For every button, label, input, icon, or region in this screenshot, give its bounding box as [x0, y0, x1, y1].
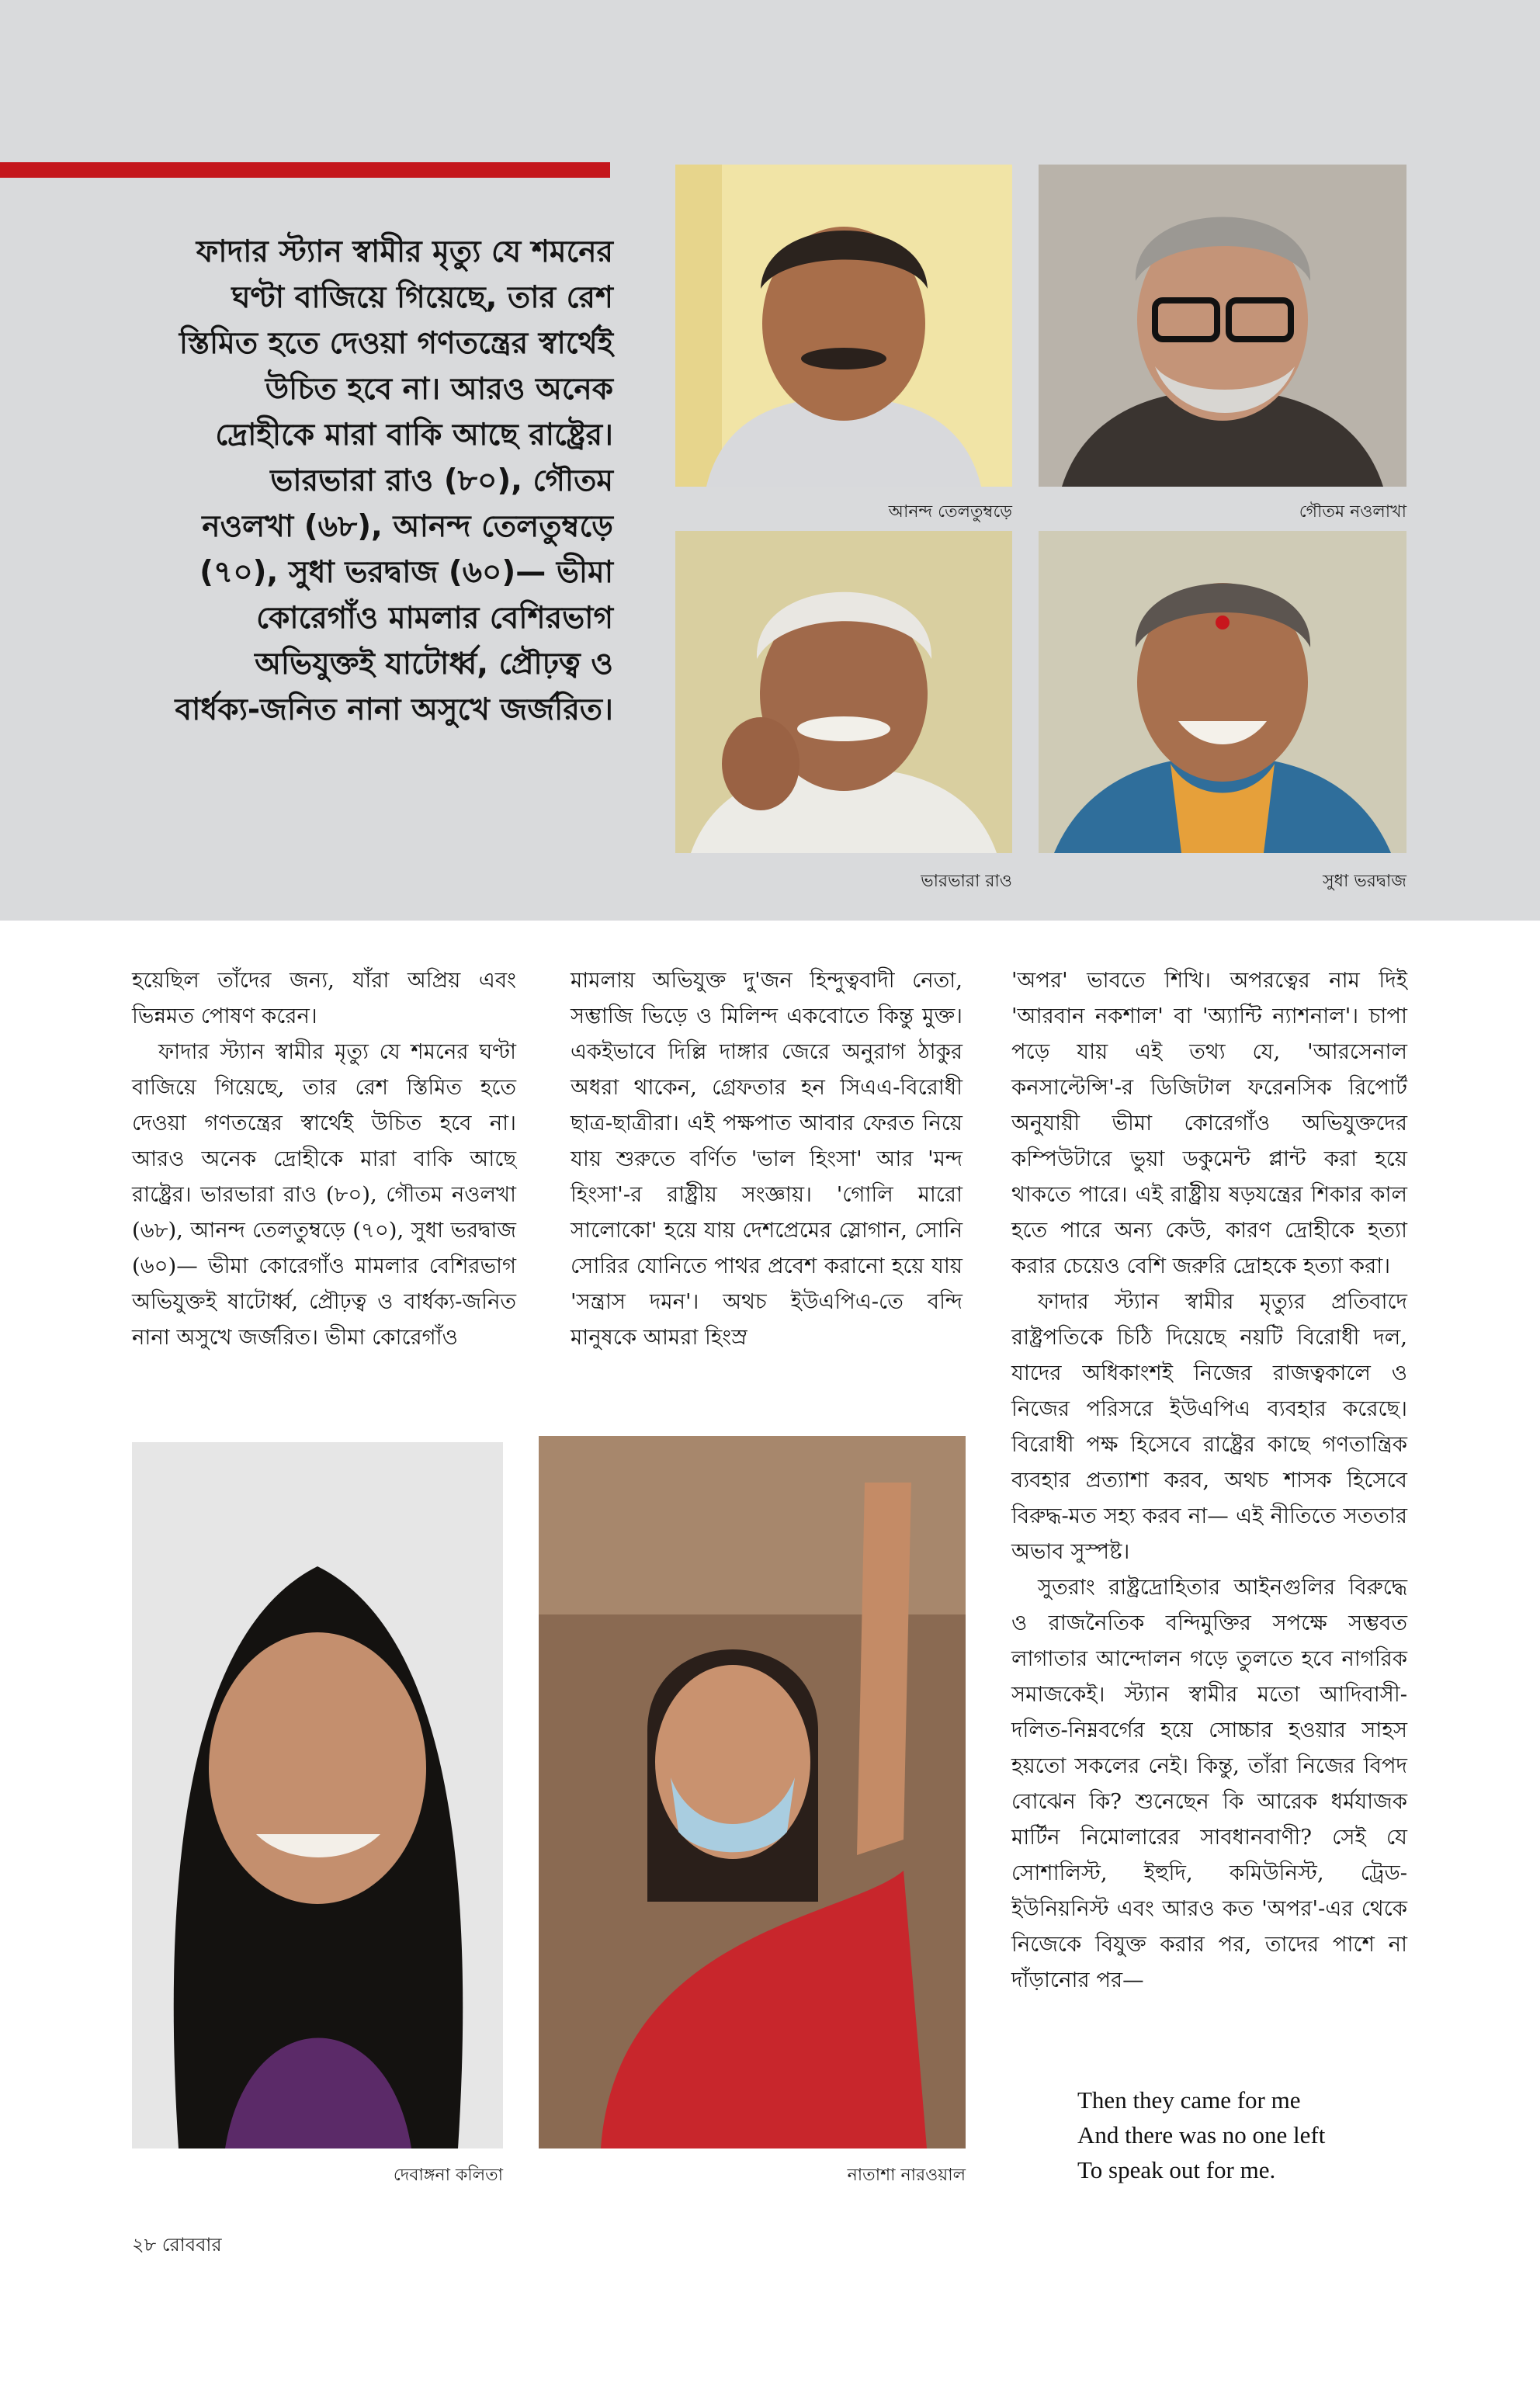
- col3-paragraph-3: সুতরাং রাষ্ট্রদ্রোহিতার আইনগুলির বিরুদ্ধে ও রাজনৈতিক বন্দিমুক্তির সপক্ষে সম্ভবত লাগাতার আন্দোলন গড়ে তুলতে হবে নাগরিক সমাজকেই। স্ট্যান স্বামীর মতো আদিবাসী-দলিত-নিম্নবর্গের হয়ে সোচ্চার হওয়ার সাহস হয়তো সকলের নেই। কিন্তু, তাঁরা নিজের বিপদ বোঝেন কি? শুনেছেন কি আরেক ধর্মযাজক মার্টিন নিমোলারের সাবধানবাণী? সেই যে সোশালিস্ট, ইহুদি, কমিউনিস্ট, ট্রেড-ইউনিয়নিস্ট এবং আরও কত 'অপর'-এর থেকে নিজেকে বিযুক্ত করার পর, তাদের পাশে না দাঁড়ানোর পর—: [1011, 1575, 1407, 1992]
- poem-line-3: To speak out for me.: [1077, 2156, 1276, 2183]
- col3-paragraph-2: ফাদার স্ট্যান স্বামীর মৃত্যুর প্রতিবাদে রাষ্ট্রপতিকে চিঠি দিয়েছে নয়টি বিরোধী দল, যাদের অধিকাংশই নিজের রাজত্বকালে ও নিজের পরিসরে ইউএপিএ ব্যবহার করেছে। বিরোধী পক্ষ হিসেবে রাষ্ট্রের কাছে গণতান্ত্রিক ব্যবহার প্রত্যাশা করব, অথচ শাসক হিসেবে বিরুদ্ধ-মত সহ্য করব না— এই নীতিতে সততার অভাব সুস্পষ্ট।: [1011, 1289, 1407, 1564]
- article-column-1: [132, 962, 516, 1355]
- photo-varavara-rao: [675, 531, 1012, 853]
- caption-natasha: নাতাশা নারওয়াল: [847, 2166, 966, 2185]
- poem-line-1: Then they came for me: [1077, 2086, 1301, 2114]
- red-rule: [0, 162, 610, 178]
- pull-quote: ফাদার স্ট্যান স্বামীর মৃত্যু যে শমনের ঘণ্টা বাজিয়ে গিয়েছে, তার রেশ স্তিমিত হতে দেওয়া গণতন্ত্রের স্বার্থেই উচিত হবে না। আরও অনেক দ্রোহীকে মারা বাকি আছে রাষ্ট্রের। ভারভারা রাও (৮০), গৌতম নওলখা (৬৮), আনন্দ তেলতুম্বড়ে (৭০), সুধা ভরদ্বাজ (৬০)— ভীমা কোরেগাঁও মামলার বেশিরভাগ অভিযুক্তই যাটোর্ধ্ব, প্রৌঢ়ত্ব ও বার্ধক্য-জনিত নানা অসুখে জর্জরিত।: [175, 234, 613, 727]
- col2-paragraph-1: মামলায় অভিযুক্ত দু'জন হিন্দুত্ববাদী নেতা, সম্ভাজি ভিড়ে ও মিলিন্দ একবোতে কিন্তু মুক্ত। একইভাবে দিল্লি দাঙ্গার জেরে অনুরাগ ঠাকুর অধরা থাকেন, গ্রেফতার হন সিএএ-বিরোধী ছাত্র-ছাত্রীরা। এই পক্ষপাত আবার ফেরত নিয়ে যায় শুরুতে বর্ণিত 'ভাল হিংসা' আর 'মন্দ হিংসা'-র রাষ্ট্রীয় সংজ্ঞায়। 'গোলি মারো সালোকো' হয়ে যায় দেশপ্রেমের স্লোগান, সোনি সোরির যোনিতে পাথর প্রবেশ করানো হয়ে যায় 'সন্ত্রাস দমন'। অথচ ইউএপিএ-তে বন্দি মানুষকে আমরা হিংস্র: [571, 968, 962, 1350]
- col1-paragraph-1: হয়েছিল তাঁদের জন্য, যাঁরা অপ্রিয় এবং ভিন্নমত পোষণ করেন।: [132, 968, 516, 1028]
- poem-excerpt: [1077, 2083, 1465, 2187]
- caption-devangana: দেবাঙ্গনা কলিতা: [393, 2166, 503, 2185]
- photo-devangana-kalita: [132, 1442, 503, 2148]
- col3-paragraph-1: 'অপর' ভাবতে শিখি। অপরত্বের নাম দিই 'আরবান নকশাল' বা 'অ্যান্টি ন্যাশনাল'। চাপা পড়ে যায় এই তথ্য যে, 'আরসেনাল কনসাল্টেন্সি'-র ডিজিটাল ফরেনসিক রিপোর্ট অনুযায়ী ভীমা কোরেগাঁও অভিযুক্তদের কম্পিউটারে ভুয়া ডকুমেন্ট প্লান্ট করা হয়ে থাকতে পারে। এই রাষ্ট্রীয় ষড়যন্ত্রের শিকার কাল হতে পারে অন্য কেউ, কারণ দ্রোহীকে হত্যা করার চেয়েও বেশি জরুরি দ্রোহকে হত্যা করা।: [1011, 968, 1407, 1278]
- caption-varavara: ভারভারা রাও: [921, 872, 1012, 891]
- caption-anand: আনন্দ তেলতুম্বড়ে: [888, 502, 1012, 522]
- article-column-3: [1011, 962, 1407, 1998]
- photo-anand-teltumbde: [675, 165, 1012, 487]
- photo-gautam-navlakha: [1039, 165, 1406, 487]
- page-folio: ২৮ রোববার: [132, 2234, 222, 2256]
- photo-sudha-bharadwaj: [1039, 531, 1406, 853]
- article-column-2: [571, 962, 962, 1355]
- caption-gautam: গৌতম নওলাখা: [1299, 502, 1406, 522]
- caption-sudha: সুধা ভরদ্বাজ: [1323, 872, 1406, 891]
- col1-paragraph-2: ফাদার স্ট্যান স্বামীর মৃত্যু যে শমনের ঘণ্টা বাজিয়ে গিয়েছে, তার রেশ স্তিমিত হতে দেওয়া গণতন্ত্রের স্বার্থেই উচিত হবে না। আরও অনেক দ্রোহীকে মারা বাকি আছে রাষ্ট্রের। ভারভারা রাও (৮০), গৌতম নওলখা (৬৮), আনন্দ তেলতুম্বড়ে (৭০), সুধা ভরদ্বাজ (৬০)— ভীমা কোরেগাঁও মামলার বেশিরভাগ অভিযুক্তই ষাটোর্ধ্ব, প্রৌঢ়ত্ব ও বার্ধক্য-জনিত নানা অসুখে জর্জরিত। ভীমা কোরেগাঁও: [132, 1039, 516, 1350]
- poem-line-2: And there was no one left: [1077, 2121, 1326, 2148]
- photo-natasha-narwal: [539, 1436, 966, 2148]
